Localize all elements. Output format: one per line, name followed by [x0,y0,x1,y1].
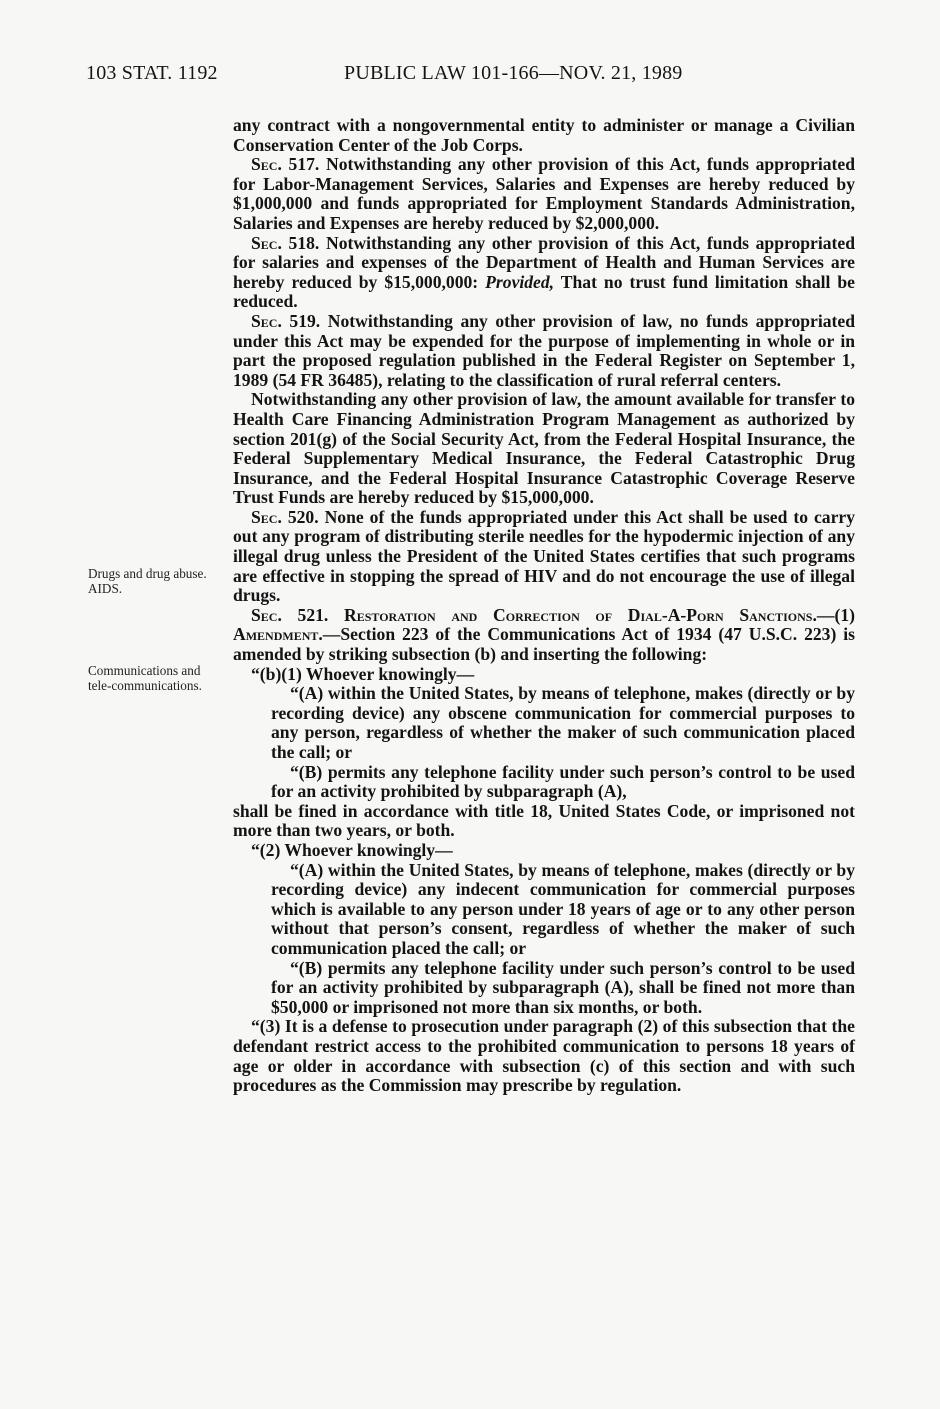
margin-note-drugs: Drugs and drug abuse. AIDS. [88,566,207,596]
section-517: Sec. 517. Notwithstanding any other provision of this Act, funds appropriated for Labor-Management Services, Salaries and Expenses are hereby reduced by $1,000,000 and funds appropriated for Employment Standards Administration, Salaries and Expenses are hereby reduced by $2,000,000. [233,154,856,233]
section-title: Restoration and Correction of Dial-A-Porn Sanctions. [328,604,817,625]
section-520: Sec. 520. None of the funds appropriated under this Act shall be used to carry out any program of distributing sterile needles for the hypodermic injection of any illegal drug unless the President of the United States certifies that such programs are effective in stopping the spread of HIV and do not encourage the use of illegal drugs. [233,506,856,606]
subparagraph-b: “(B) permits any telephone facility under such person’s control to be used for an activity prohibited by subparagraph (A), [271,761,855,802]
stat-citation: 103 STAT. 1192 [86,62,218,84]
margin-note-communications: Communications and tele-communications. [88,663,202,693]
subsection-2: “(2) Whoever knowingly— [251,839,453,860]
public-law-title: PUBLIC LAW 101-166—NOV. 21, 1989 [344,62,683,84]
subparagraph-2a: “(A) within the United States, by means of telephone, makes (directly or by recording device) any indecent communication for commercial purposes which is available to any person under 18 years of age or to any other person without that person’s consent, regardless of whether the maker of such communication placed the call; or [271,859,855,958]
section-number: Sec. 518. [251,232,320,253]
section-number: Sec. 517. [251,154,320,175]
transfer-paragraph: Notwithstanding any other provision of law, the amount available for transfer to Health Care Financing Administration Program Management as authorized by section 201(g) of the Social Security Act, from the Federal Hospital Insurance, the Federal Supplementary Medical Insurance, the Federal Catastrophic Drug Insurance, and the Federal Hospital Insurance Catastrophic Coverage Reserve Trust Funds are hereby reduced by $15,000,000. [233,389,855,508]
subparagraph-a: “(A) within the United States, by means of telephone, makes (directly or by recording device) any obscene communication for commercial purposes to any person, regardless of whether the maker of such communication placed the call; or [271,683,855,762]
section-519: Sec. 519. Notwithstanding any other provision of law, no funds appropriated under this Act may be expended for the purpose of implementing in whole or in part the proposed regulation published in the Federal Register on September 1, 1989 (54 FR 36485), relating to the classification of rural referral centers. [233,310,856,390]
section-number: Sec. 521. [251,604,329,625]
subsection-b1: “(b)(1) Whoever knowingly— [251,663,475,684]
body-text [233,116,855,1096]
section-518: Sec. 518. Notwithstanding any other provision of this Act, funds appropriated for salaries and expenses of the Department of Health and Human Services are hereby reduced by $15,000,000: Provided, That no trust fund limitation shall be reduced. [233,232,856,312]
penalty-clause: shall be fined in accordance with title 18, United States Code, or imprisoned not more than two years, or both. [233,800,855,841]
subparagraph-2b: “(B) permits any telephone facility under such person’s control to be used for an activity prohibited by subparagraph (A), shall be fined not more than $50,000 or imprisoned not more than six months, or both. [271,957,855,1017]
paragraph-continuation: any contract with a nongovernmental entity to administer or manage a Civilian Conservation Center of the Job Corps. [233,115,855,155]
section-number: Sec. 519. [251,310,321,331]
subsection-3: “(3) It is a defense to prosecution under paragraph (2) of this subsection that the defendant restrict access to the prohibited communication to persons 18 years of age or older in accordance with subsection (c) of this section and with such procedures as the Commission may prescribe by regulation. [233,1016,855,1096]
page-header [86,62,866,90]
section-number: Sec. 520. [251,506,319,527]
section-521: Sec. 521. Restoration and Correction of Dial-A-Porn Sanctions.—(1) Amendment.—Section 223 of the Communications Act of 1934 (47 U.S.C. 223) is amended by striking subsection (b) and inserting the following: [233,604,855,665]
